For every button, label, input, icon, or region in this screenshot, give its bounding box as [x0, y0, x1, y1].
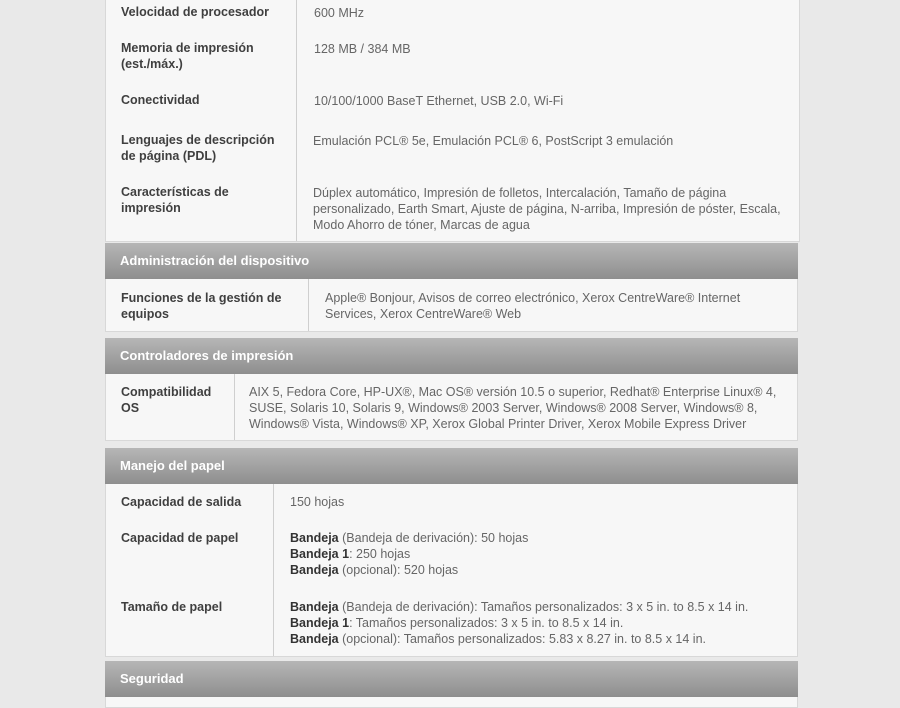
column-divider	[273, 484, 274, 656]
drivers-label: Compatibilidad OS	[121, 385, 212, 415]
device-admin-label: Funciones de la gestión de equipos	[121, 291, 282, 321]
tray-name: Bandeja 1	[290, 547, 350, 561]
tray-detail: (Bandeja de derivación): 50 hojas	[338, 531, 529, 545]
paper-size-label: Tamaño de papel	[121, 600, 223, 614]
column-divider	[296, 0, 297, 241]
spec-label-processor: Velocidad de procesador	[121, 5, 269, 19]
spec-value-pdl: Emulación PCL® 5e, Emulación PCL® 6, PostScript 3 emulación	[313, 134, 674, 148]
paper-output-value: 150 hojas	[290, 495, 345, 509]
paper-rows	[105, 484, 798, 657]
tray-name: Bandeja	[290, 632, 339, 646]
drivers-section	[105, 338, 798, 441]
device-admin-value: Apple® Bonjour, Avisos de correo electrónico, Xerox CentreWare® Internet Services, Xerox CentreWare® Web	[325, 291, 741, 321]
spec-label-pdl: Lenguajes de descripción de página (PDL)	[121, 133, 275, 163]
paper-size-line	[290, 615, 785, 631]
specs-panel	[105, 0, 800, 242]
security-section	[105, 661, 798, 708]
spec-value-features: Dúplex automático, Impresión de folletos, Intercalación, Tamaño de página personalizado, Earth Smart, Ajuste de página, N-arriba, Impresión de póster, Escala, Modo Ahorro de tóner, Marcas de agua	[313, 186, 781, 232]
tray-name: Bandeja	[290, 600, 339, 614]
tray-name: Bandeja 1	[290, 616, 350, 630]
tray-name: Bandeja	[290, 563, 339, 577]
security-panel	[105, 697, 798, 708]
paper-capacity-label: Capacidad de papel	[121, 531, 239, 545]
tray-detail: : 250 hojas	[349, 547, 411, 561]
drivers-header: Controladores de impresión	[105, 338, 798, 374]
paper-size-line	[290, 599, 785, 615]
tray-detail: (opcional): Tamaños personalizados: 5.83 x 8.27 in. to 8.5 x 14 in.	[338, 632, 706, 646]
paper-capacity-line	[290, 530, 785, 546]
device-admin-header: Administración del dispositivo	[105, 243, 798, 279]
spec-label-features: Características de impresión	[121, 185, 229, 215]
paper-capacity-value	[290, 530, 785, 578]
paper-output-label: Capacidad de salida	[121, 495, 242, 509]
tray-detail: : Tamaños personalizados: 3 x 5 in. to 8.5 x 14 in.	[349, 616, 624, 630]
drivers-value: AIX 5, Fedora Core, HP-UX®, Mac OS® versión 10.5 o superior, Redhat® Enterprise Linux® 4, SUSE, Solaris 10, Solaris 9, Windows® 2003 Server, Windows® 2008 Server, Windows® 8, Windows® Vista, Windows® XP, Xerox Global Printer Driver, Xerox Mobile Express Driver	[249, 385, 777, 431]
tray-detail: (Bandeja de derivación): Tamaños personalizados: 3 x 5 in. to 8.5 x 14 in.	[338, 600, 749, 614]
column-divider	[234, 374, 235, 440]
paper-capacity-line	[290, 546, 785, 562]
spec-value-connectivity: 10/100/1000 BaseT Ethernet, USB 2.0, Wi-Fi	[314, 94, 564, 108]
spec-value-processor: 600 MHz	[314, 6, 365, 20]
paper-header: Manejo del papel	[105, 448, 798, 484]
spec-label-connectivity: Conectividad	[121, 93, 200, 107]
paper-section	[105, 448, 798, 657]
paper-size-value	[290, 599, 785, 647]
column-divider	[308, 279, 309, 331]
device-admin-section	[105, 243, 798, 332]
spec-value-memory: 128 MB / 384 MB	[314, 42, 411, 56]
spec-label-memory: Memoria de impresión (est./máx.)	[121, 41, 254, 71]
security-header: Seguridad	[105, 661, 798, 697]
paper-size-line	[290, 631, 785, 647]
drivers-row	[105, 374, 798, 441]
device-admin-row	[105, 279, 798, 332]
tray-detail: (opcional): 520 hojas	[338, 563, 459, 577]
paper-capacity-line	[290, 562, 785, 578]
tray-name: Bandeja	[290, 531, 339, 545]
